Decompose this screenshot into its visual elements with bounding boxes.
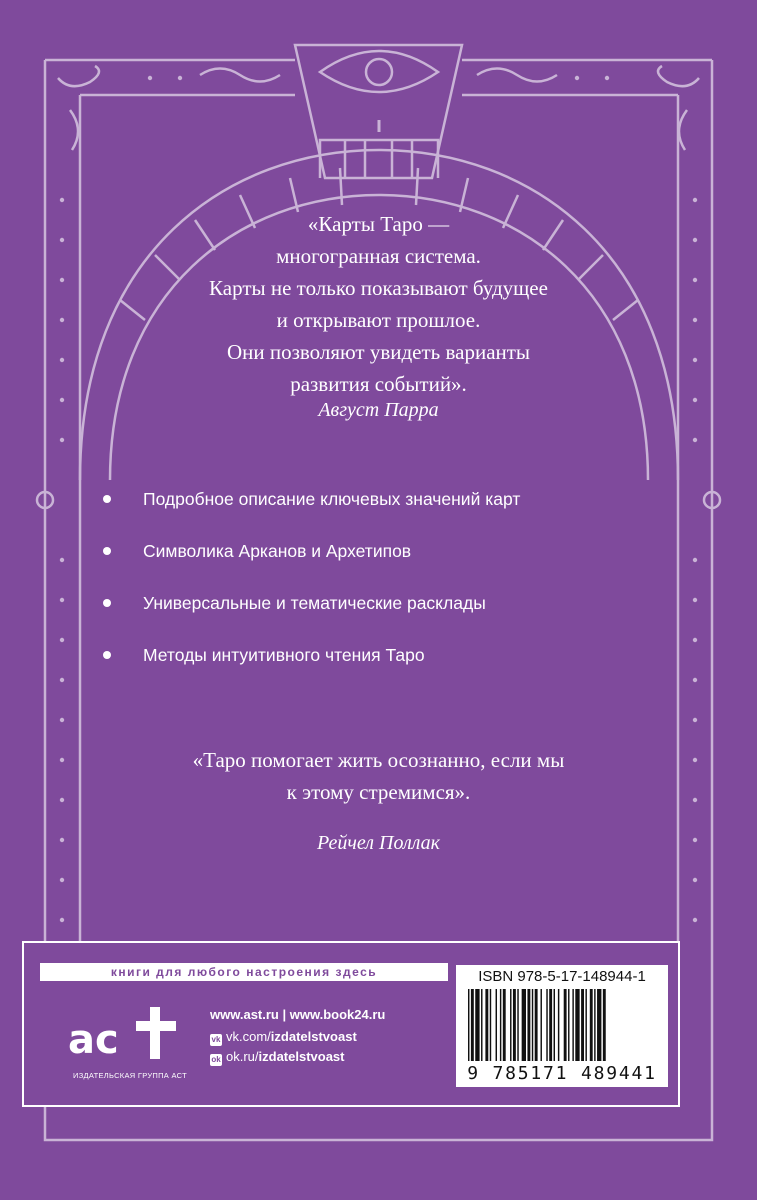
feature-text: Методы интуитивного чтения Таро — [143, 645, 425, 665]
website-links[interactable]: www.ast.ru | www.book24.ru — [210, 1007, 386, 1022]
slogan-bar: книги для любого настроения здесь — [40, 963, 448, 981]
quote-top-line: многогранная система. — [276, 244, 481, 268]
quote-top-author: Август Парра — [318, 399, 439, 421]
publisher-footer — [22, 941, 680, 1107]
quote-top-line: Они позволяют увидеть варианты — [226, 340, 531, 364]
ok-icon: ok — [211, 1055, 221, 1064]
quote-top-line: «Карты Таро — — [307, 212, 450, 236]
quote-top-line: и открывают прошлое. — [276, 308, 481, 332]
logo-text: ac — [68, 1017, 119, 1063]
quote-top-line: развития событий». — [290, 372, 467, 396]
quote-top-line: Карты не только показывают будущее — [209, 276, 548, 300]
barcode-box — [456, 965, 668, 1087]
bullet-icon — [103, 547, 111, 555]
isbn-text: ISBN 978-5-17-148944-1 — [478, 968, 646, 985]
vk-link[interactable]: vk vk.com/izdatelstvoast — [211, 1029, 357, 1044]
publisher-name: ИЗДАТЕЛЬСКАЯ ГРУППА АСТ — [73, 1071, 187, 1080]
bullet-icon — [103, 599, 111, 607]
quote-bottom-line: «Таро помогает жить осознанно, если мы — [192, 748, 565, 772]
feature-list — [103, 486, 520, 694]
feature-item — [103, 590, 520, 642]
vk-icon: vk — [211, 1035, 221, 1044]
quote-bottom-line: к этому стремимся». — [286, 780, 471, 804]
barcode — [468, 989, 656, 1061]
quote-top — [0, 208, 757, 400]
bullet-icon — [103, 651, 111, 659]
ok-link[interactable]: ok ok.ru/izdatelstvoast — [211, 1049, 345, 1064]
barcode-number: 9 785171 489441 — [467, 1063, 657, 1084]
feature-item — [103, 486, 520, 538]
quote-bottom — [0, 744, 757, 808]
bullet-icon — [103, 495, 111, 503]
feature-text: Подробное описание ключевых значений карт — [143, 489, 521, 509]
ast-logo — [68, 995, 188, 1065]
quote-bottom-author: Рейчел Поллак — [317, 832, 440, 854]
feature-item — [103, 642, 520, 694]
feature-text: Символика Арканов и Архетипов — [143, 541, 412, 561]
feature-item — [103, 538, 520, 590]
feature-text: Универсальные и тематические расклады — [143, 593, 486, 613]
